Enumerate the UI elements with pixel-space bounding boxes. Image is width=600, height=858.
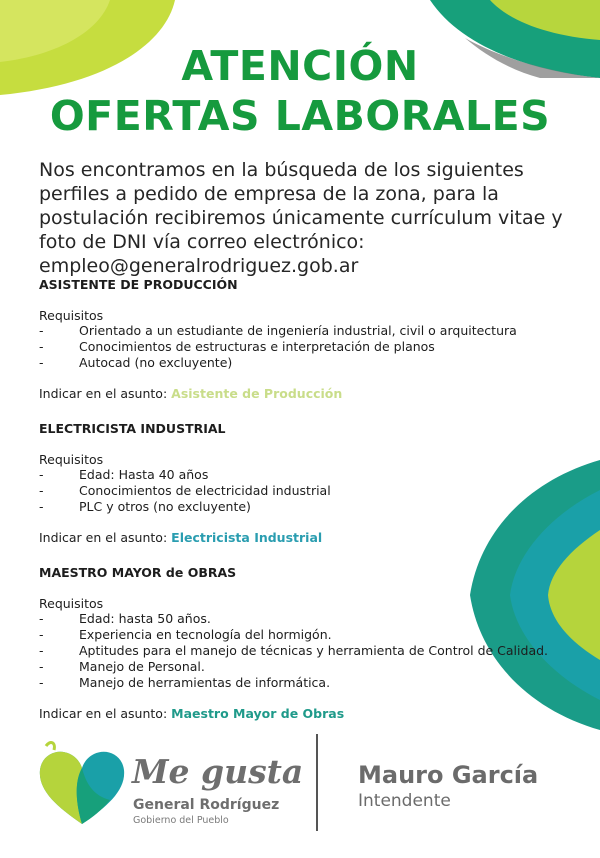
requirements-label: Requisitos: [39, 308, 104, 323]
subject-value: Asistente de Producción: [171, 386, 343, 401]
subject-value: Electricista Industrial: [171, 530, 323, 545]
requirement-item: - Manejo de herramientas de informática.: [39, 675, 331, 690]
requirement-item: - Aptitudes para el manejo de técnicas y herramienta de Control de Calidad.: [39, 643, 549, 658]
city-name: General Rodríguez: [133, 797, 280, 813]
job-section-maestro-mayor: [39, 565, 569, 721]
footer-divider: [316, 734, 318, 831]
subject-line: [39, 386, 569, 401]
requirement-item: - Edad: Hasta 40 años: [39, 467, 209, 482]
title-line-1: ATENCIÓN: [181, 42, 419, 90]
subject-label: Indicar en el asunto:: [39, 530, 168, 545]
subject-line: [39, 530, 569, 545]
requirement-item: - PLC y otros (no excluyente): [39, 499, 251, 514]
job-title: ASISTENTE DE PRODUCCIÓN: [39, 277, 238, 292]
requirement-item: - Manejo de Personal.: [39, 659, 205, 674]
requirement-item: - Autocad (no excluyente): [39, 355, 233, 370]
slogan-me-gusta: Me gusta: [132, 752, 304, 791]
requirements-label: Requisitos: [39, 452, 104, 467]
job-title: MAESTRO MAYOR de OBRAS: [39, 565, 237, 580]
intro-text: Nos encontramos en la búsqueda de los siguientes perfiles a pedido de empresa de la zona, para la postulación recibiremos únicamente currículum vitae y foto de DNI vía correo electrónico: empleo@generalrodriguez.gob.ar: [39, 159, 563, 277]
subject-label: Indicar en el asunto:: [39, 706, 168, 721]
title-line-2: OFERTAS LABORALES: [49, 92, 551, 140]
requirement-item: - Conocimientos de electricidad industrial: [39, 483, 331, 498]
requirement-item: - Conocimientos de estructuras e interpretación de planos: [39, 339, 435, 354]
requirement-item: - Edad: hasta 50 años.: [39, 611, 211, 626]
heart-logo: [36, 738, 128, 830]
mayor-name: Mauro García: [358, 761, 539, 789]
subject-line: [39, 706, 569, 721]
mayor-role: Intendente: [358, 791, 451, 811]
requirements-label: Requisitos: [39, 596, 104, 611]
job-title: ELECTRICISTA INDUSTRIAL: [39, 421, 226, 436]
requirement-item: - Orientado a un estudiante de ingeniería industrial, civil o arquitectura: [39, 323, 517, 338]
job-section-asistente: [39, 277, 569, 401]
job-section-electricista: [39, 421, 569, 545]
subject-value: Maestro Mayor de Obras: [171, 706, 345, 721]
requirement-item: - Experiencia en tecnología del hormigón.: [39, 627, 332, 642]
tagline: Gobierno del Pueblo: [133, 815, 229, 826]
subject-label: Indicar en el asunto:: [39, 386, 168, 401]
